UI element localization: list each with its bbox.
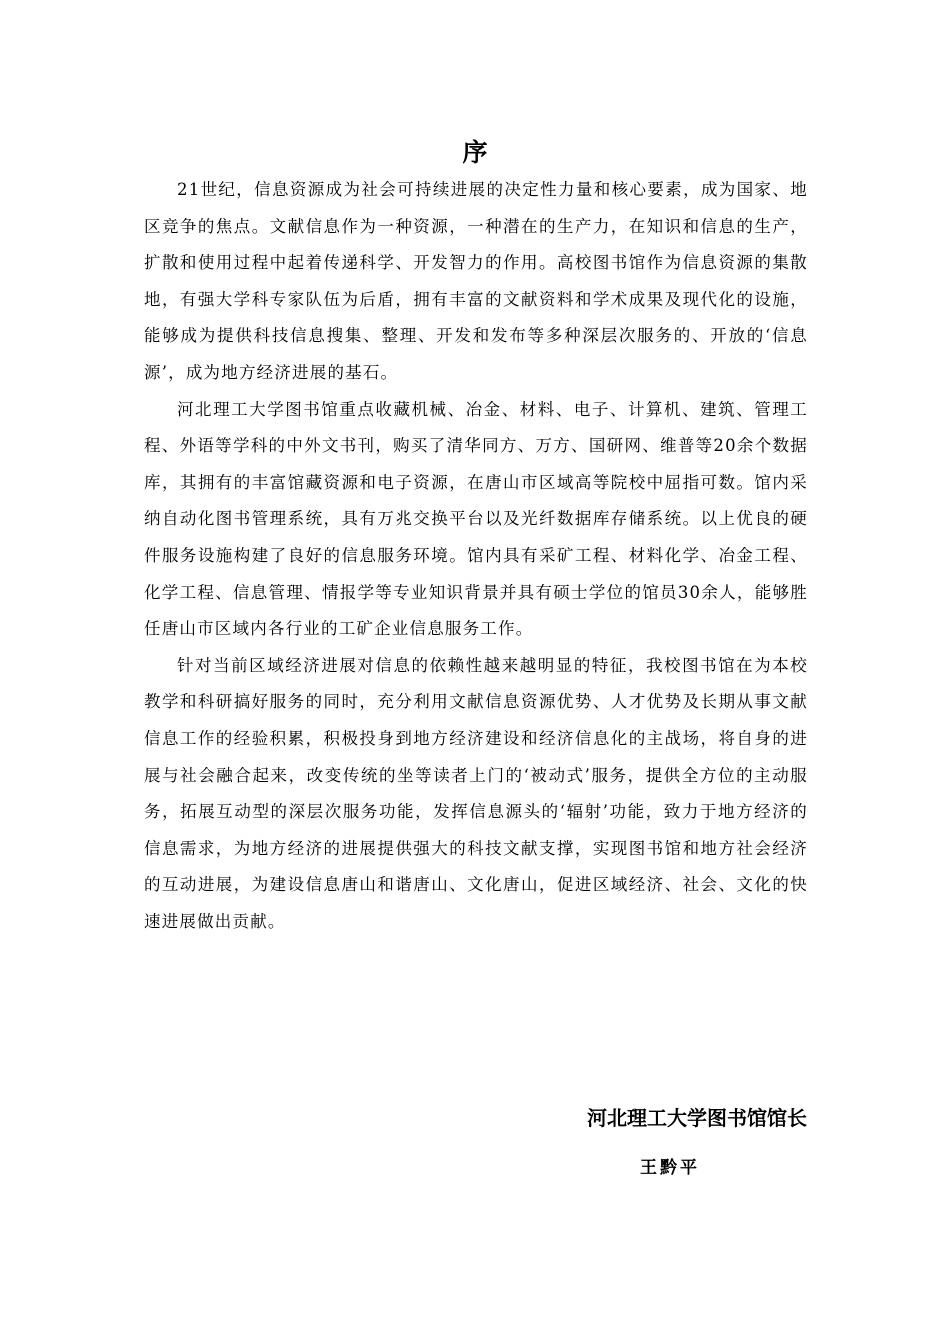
paragraph-1: 21世纪，信息资源成为社会可持续进展的决定性力量和核心要素，成为国家、地区竞争的焦点。文献信息作为一种资源，一种潜在的生产力，在知识和信息的生产，扩散和使用过程中起着传递科学、开发智力的作用。高校图书馆作为信息资源的集散地，有强大学科专家队伍为后盾，拥有丰富的文献资料和学术成果及现代化的设施，能够成为提供科技信息搜集、整理、开发和发布等多种深层次服务的、开放的‘信息源’，成为地方经济进展的基石。 xyxy=(144,180,808,382)
paragraph-2: 河北理工大学图书馆重点收藏机械、冶金、材料、电子、计算机、建筑、管理工程、外语等学科的中外文书刊，购买了清华同方、万方、国研网、维普等20余个数据库，其拥有的丰富馆藏资源和电子资源，在唐山市区域高等院校中屈指可数。馆内采纳自动化图书管理系统，具有万兆交换平台以及光纤数据库存储系统。以上优良的硬件服务设施构建了良好的信息服务环境。馆内具有采矿工程、材料化学、冶金工程、化学工程、信息管理、情报学等专业知识背景并具有硕士学位的馆员30余人，能够胜任唐山市区域内各行业的工矿企业信息服务工作。 xyxy=(144,399,808,639)
body-text xyxy=(144,172,808,940)
signature-organization: 河北理工大学图书馆馆长 xyxy=(587,1106,807,1130)
paragraph-3: 针对当前区域经济进展对信息的依赖性越来越明显的特征，我校图书馆在为本校教学和科研搞好服务的同时，充分利用文献信息资源优势、人才优势及长期从事文献信息工作的经验积累，积极投身到地方经济建设和经济信息化的主战场，将自身的进展与社会融合起来，改变传统的坐等读者上门的‘被动式’服务，提供全方位的主动服务，拓展互动型的深层次服务功能，发挥信息源头的‘辐射’功能，致力于地方经济的信息需求，为地方经济的进展提供强大的科技文献支撑，实现图书馆和地方社会经济的互动进展，为建设信息唐山和谐唐山、文化唐山，促进区域经济、社会、文化的快速进展做出贡献。 xyxy=(144,655,808,931)
signature-name: 王黔平 xyxy=(640,1158,700,1178)
page-title: 序 xyxy=(462,138,488,167)
